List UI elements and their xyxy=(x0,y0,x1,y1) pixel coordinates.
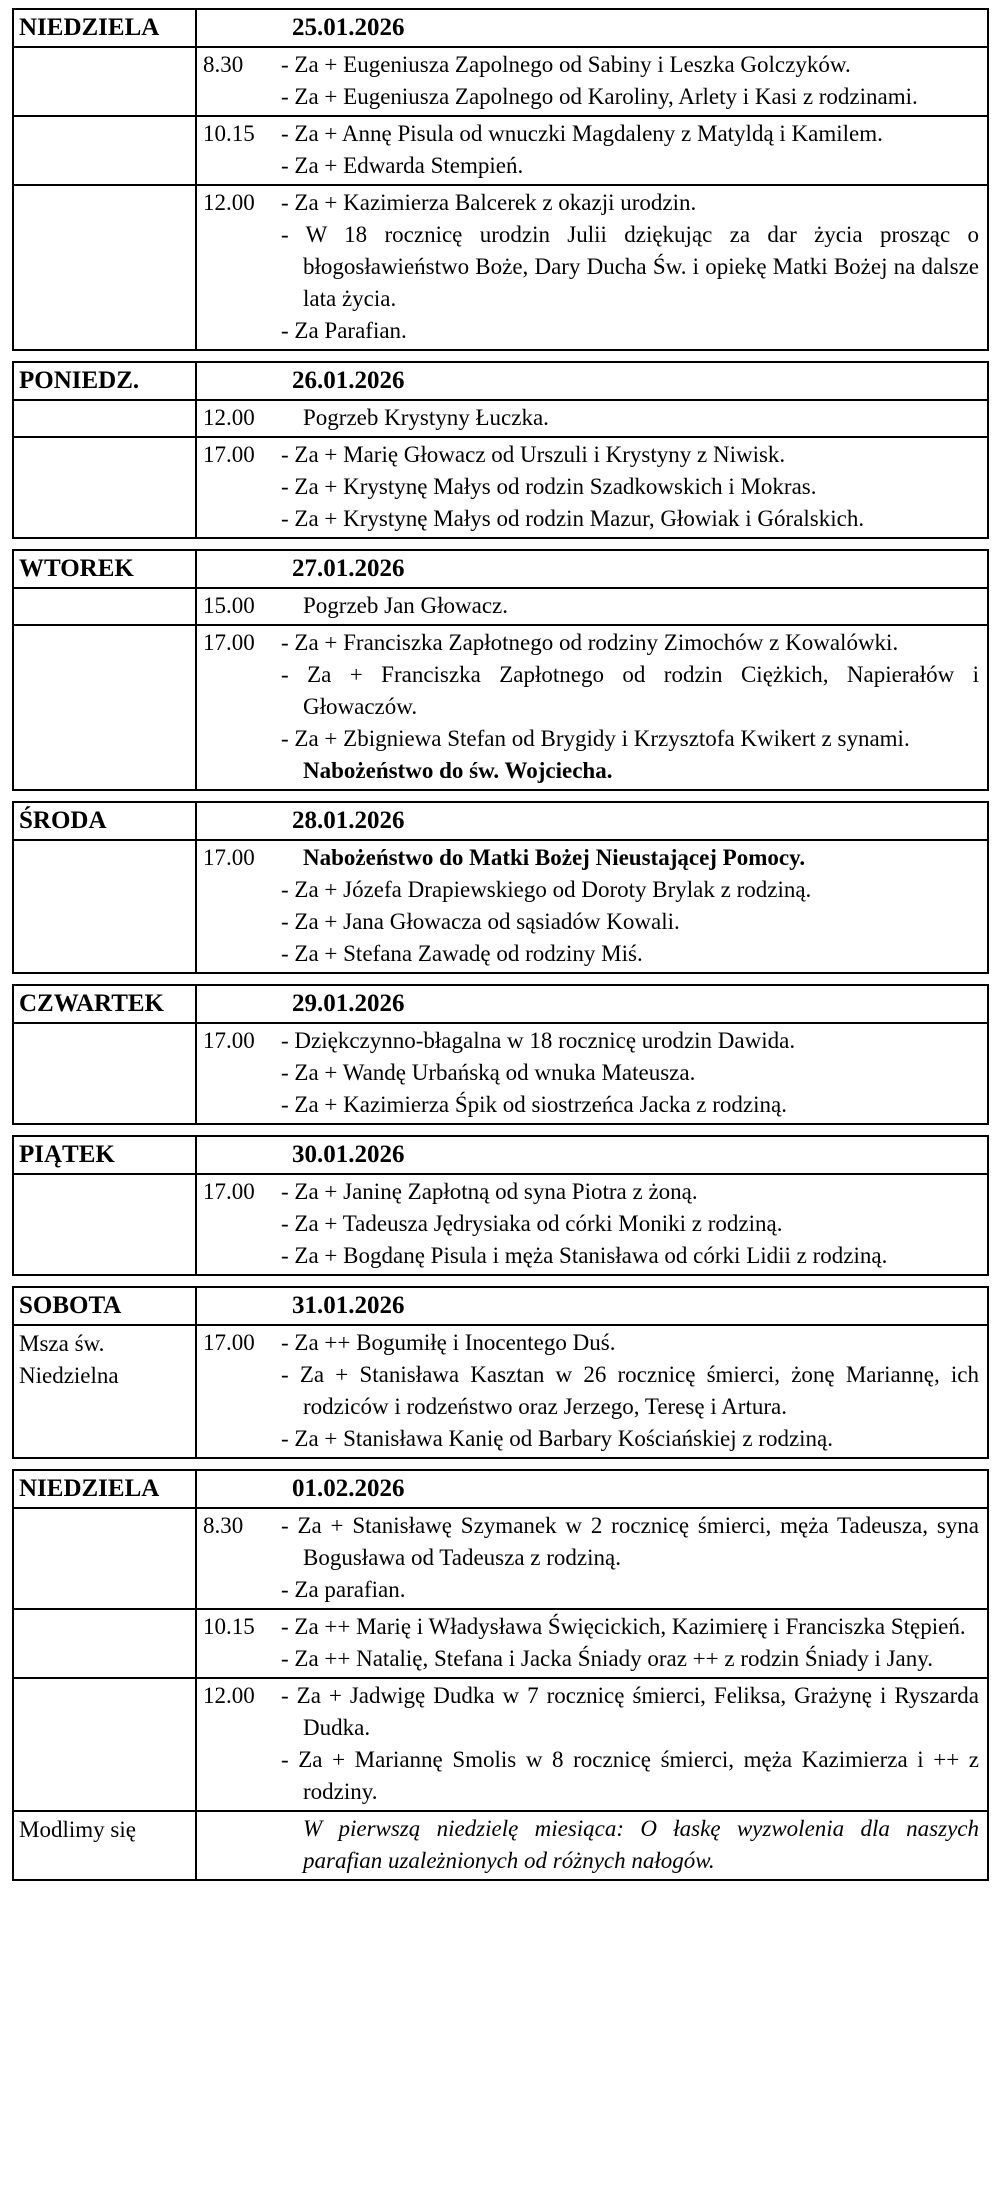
slot-row xyxy=(14,587,987,624)
intention: - Za + Mariannę Smolis w 8 rocznicę śmierci, męża Kazimierza i ++ z rodziny. xyxy=(281,1747,979,1804)
intention: - Za + Jana Głowacza od sąsiadów Kowali. xyxy=(281,909,680,934)
slot-row xyxy=(14,1677,987,1810)
day-note-cell xyxy=(14,401,197,436)
intention: Pogrzeb Krystyny Łuczka. xyxy=(303,405,549,430)
intention: Pogrzeb Jan Głowacz. xyxy=(303,593,509,618)
intention: - Za parafian. xyxy=(281,1577,406,1602)
day-header-row xyxy=(14,10,987,46)
day-block xyxy=(12,361,989,539)
slot-time xyxy=(197,1813,281,1877)
day-block xyxy=(12,8,989,351)
slot-row xyxy=(14,1608,987,1677)
day-name: SOBOTA xyxy=(14,1288,197,1324)
day-note: Msza św. xyxy=(19,1331,105,1356)
slot-row xyxy=(14,1507,987,1608)
day-block xyxy=(12,1469,989,1881)
intention: - Za + Jadwigę Dudka w 7 rocznicę śmierci, Feliksa, Grażynę i Ryszarda Dudka. xyxy=(281,1683,979,1740)
day-note: Niedzielna xyxy=(19,1363,119,1388)
intention: - Za + Bogdanę Pisula i męża Stanisława od córki Lidii z rodziną. xyxy=(281,1243,888,1268)
day-header-row xyxy=(14,803,987,839)
intention: - Za + Stanisława Kasztan w 26 rocznicę śmierci, żonę Mariannę, ich rodziców i rodzeństwo oraz Jerzego, Teresę i Artura. xyxy=(281,1362,979,1419)
day-note-cell xyxy=(14,117,197,184)
slot-time: 17.00 xyxy=(203,1179,255,1204)
intention: - Za ++ Natalię, Stefana i Jacka Śniady oraz ++ z rodzin Śniady i Jany. xyxy=(281,1646,934,1671)
intention: - Za + Edwarda Stempień. xyxy=(281,153,524,178)
slot-time: 12.00 xyxy=(203,190,255,215)
day-note-cell xyxy=(14,1812,197,1879)
day-block xyxy=(12,984,989,1125)
slot-row xyxy=(14,1173,987,1274)
intention: - Za + Stefana Zawadę od rodziny Miś. xyxy=(281,941,643,966)
intention: - Za + Franciszka Zapłotnego od rodziny Zimochów z Kowalówki. xyxy=(281,630,899,655)
day-name: WTOREK xyxy=(14,551,197,587)
day-note-cell xyxy=(14,1175,197,1274)
slot-time: 15.00 xyxy=(203,593,255,618)
day-date: 31.01.2026 xyxy=(292,1292,405,1319)
day-note-cell xyxy=(14,589,197,624)
day-note-cell xyxy=(14,1326,197,1457)
day-header-row xyxy=(14,986,987,1022)
day-name: CZWARTEK xyxy=(14,986,197,1022)
day-note: Modlimy się xyxy=(19,1817,136,1842)
intention: - Za + Krystynę Małys od rodzin Mazur, Głowiak i Góralskich. xyxy=(281,506,865,531)
day-date: 29.01.2026 xyxy=(292,990,405,1017)
day-name: PONIEDZ. xyxy=(14,363,197,399)
intention: W pierwszą niedzielę miesiąca: O łaskę wyzwolenia dla naszych parafian uzależnionych od różnych nałogów. xyxy=(303,1816,979,1873)
slot-row xyxy=(14,1022,987,1123)
day-date: 28.01.2026 xyxy=(292,807,405,834)
day-name: ŚRODA xyxy=(14,803,197,839)
intention: - Za + Tadeusza Jędrysiaka od córki Moniki z rodziną. xyxy=(281,1211,783,1236)
slot-row xyxy=(14,115,987,184)
day-note-cell xyxy=(14,186,197,349)
intention: - Za Parafian. xyxy=(281,318,407,343)
day-name: NIEDZIELA xyxy=(14,10,197,46)
intention: - Za ++ Bogumiłę i Inocentego Duś. xyxy=(281,1330,616,1355)
day-date: 26.01.2026 xyxy=(292,367,405,394)
day-block xyxy=(12,801,989,974)
intention: - Za + Kazimierza Śpik od siostrzeńca Jacka z rodziną. xyxy=(281,1092,787,1117)
slot-time: 12.00 xyxy=(203,1683,255,1708)
intention: - Dziękczynno-błagalna w 18 rocznicę urodzin Dawida. xyxy=(281,1028,796,1053)
slot-time: 17.00 xyxy=(203,630,255,655)
intention: - Za + Zbigniewa Stefan od Brygidy i Krzysztofa Kwikert z synami. xyxy=(281,726,910,751)
day-note-cell xyxy=(14,1024,197,1123)
slot-time: 17.00 xyxy=(203,1028,255,1053)
day-date: 30.01.2026 xyxy=(292,1141,405,1168)
day-block xyxy=(12,1286,989,1459)
slot-row xyxy=(14,1324,987,1457)
slot-time: 17.00 xyxy=(203,1330,255,1355)
day-header-row xyxy=(14,363,987,399)
slot-time: 10.15 xyxy=(203,121,255,146)
slot-time: 8.30 xyxy=(203,1513,244,1538)
day-note-cell xyxy=(14,1679,197,1810)
day-note-cell xyxy=(14,48,197,115)
day-block xyxy=(12,549,989,791)
day-note-cell xyxy=(14,1610,197,1677)
slot-time: 8.30 xyxy=(203,52,244,77)
intention: - Za + Stanisława Kanię od Barbary Kościańskiej z rodziną. xyxy=(281,1426,834,1451)
slot-time: 17.00 xyxy=(203,845,255,870)
intention: - Za ++ Marię i Władysława Święcickich, Kazimierę i Franciszka Stępień. xyxy=(281,1614,966,1639)
day-name: PIĄTEK xyxy=(14,1137,197,1173)
day-note-cell xyxy=(14,626,197,789)
slot-row xyxy=(14,436,987,537)
day-header-row xyxy=(14,1471,987,1507)
intention: - Za + Eugeniusza Zapolnego od Karoliny, Arlety i Kasi z rodzinami. xyxy=(281,84,918,109)
day-block xyxy=(12,1135,989,1276)
day-date: 25.01.2026 xyxy=(292,14,405,41)
slot-time: 10.15 xyxy=(203,1614,255,1639)
intention: - Za + Annę Pisula od wnuczki Magdaleny z Matyldą i Kamilem. xyxy=(281,121,883,146)
day-header-row xyxy=(14,1288,987,1324)
slot-row xyxy=(14,399,987,436)
day-date: 27.01.2026 xyxy=(292,555,405,582)
day-note-cell xyxy=(14,1509,197,1608)
day-name: NIEDZIELA xyxy=(14,1471,197,1507)
slot-row xyxy=(14,184,987,349)
day-header-row xyxy=(14,551,987,587)
day-header-row xyxy=(14,1137,987,1173)
intention: - Za + Stanisławę Szymanek w 2 rocznicę śmierci, męża Tadeusza, syna Bogusława od Tadeusza z rodziną. xyxy=(281,1513,979,1570)
intention: - Za + Kazimierza Balcerek z okazji urodzin. xyxy=(281,190,697,215)
intention: - Za + Józefa Drapiewskiego od Doroty Brylak z rodziną. xyxy=(281,877,812,902)
slot-time: 12.00 xyxy=(203,405,255,430)
intention: - Za + Krystynę Małys od rodzin Szadkowskich i Mokras. xyxy=(281,474,817,499)
slot-time: 17.00 xyxy=(203,442,255,467)
intention: - W 18 rocznicę urodzin Julii dziękując za dar życia prosząc o błogosławieństwo Boże, Dary Ducha Św. i opiekę Matki Bożej na dalsze lata życia. xyxy=(281,222,979,311)
slot-row xyxy=(14,839,987,972)
day-date: 01.02.2026 xyxy=(292,1475,405,1502)
day-note-cell xyxy=(14,438,197,537)
intention: - Za + Wandę Urbańską od wnuka Mateusza. xyxy=(281,1060,696,1085)
intention: - Za + Marię Głowacz od Urszuli i Krystyny z Niwisk. xyxy=(281,442,786,467)
intention: - Za + Janinę Zapłotną od syna Piotra z żoną. xyxy=(281,1179,698,1204)
intention: Nabożeństwo do Matki Bożej Nieustającej Pomocy. xyxy=(303,845,806,870)
slot-row xyxy=(14,1810,987,1879)
intention: - Za + Franciszka Zapłotnego od rodzin Ciężkich, Napierałów i Głowaczów. xyxy=(281,662,979,719)
intention: Nabożeństwo do św. Wojciecha. xyxy=(303,758,613,783)
slot-row xyxy=(14,46,987,115)
day-note-cell xyxy=(14,841,197,972)
intention: - Za + Eugeniusza Zapolnego od Sabiny i Leszka Golczyków. xyxy=(281,52,851,77)
slot-row xyxy=(14,624,987,789)
